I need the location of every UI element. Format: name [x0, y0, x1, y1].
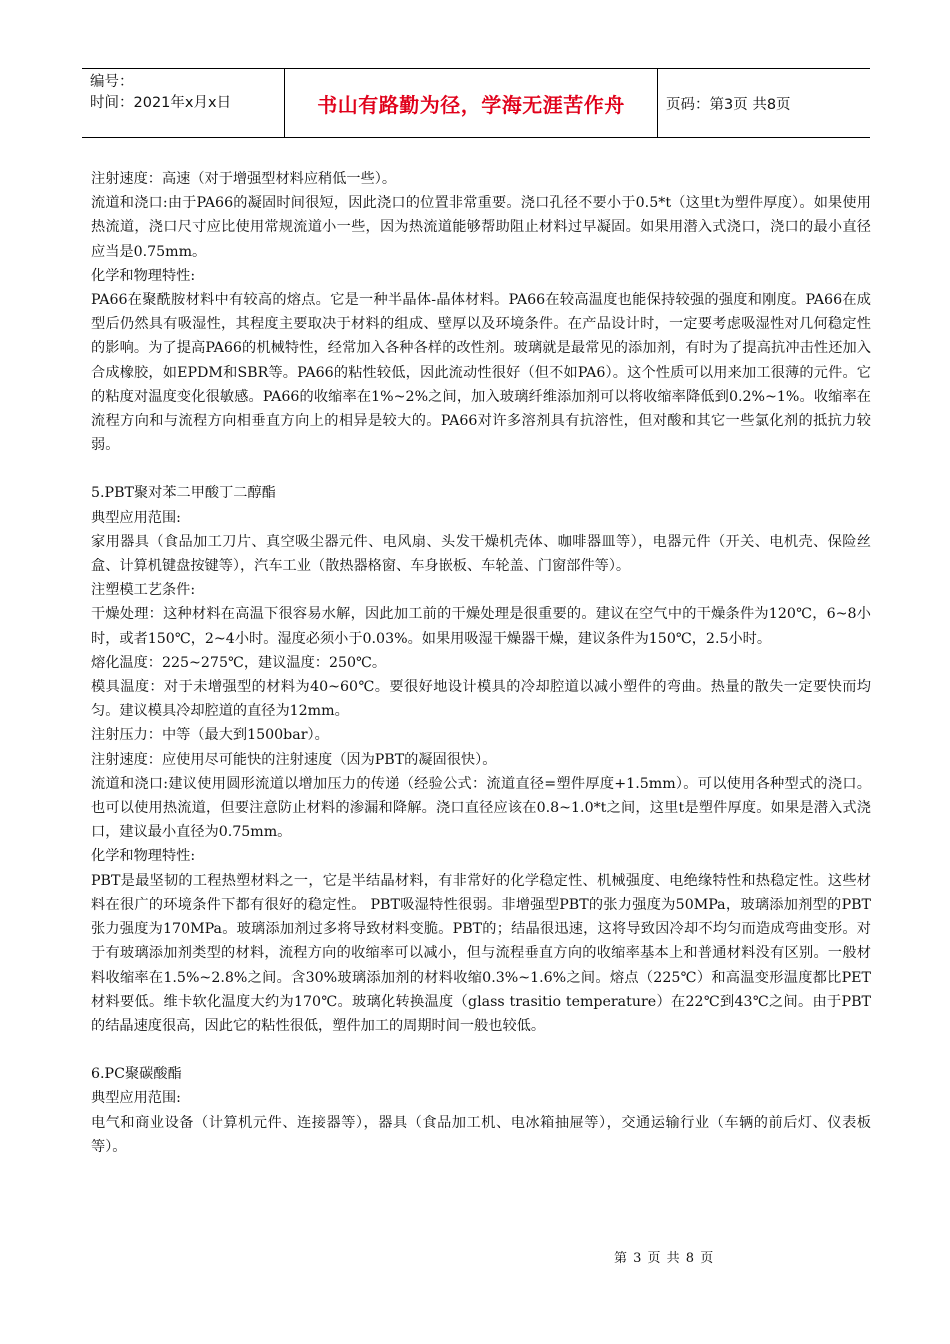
- section-subheading: 化学和物理特性:: [91, 267, 196, 284]
- paragraph: 流道和浇口:建议使用圆形流道以增加压力的传递（经验公式：流道直径=塑件厚度+1.5mm）。可以使用各种型式的浇口。也可以使用热流道，但要注意防止材料的渗漏和降解。浇口直径应该在0.8~1.0*t之间，这里t是塑件厚度。如果是潜入式浇口，建议最小直径为0.75mm。: [91, 775, 871, 841]
- section-heading: 5.PBT聚对苯二甲酸丁二醇酯: [91, 485, 276, 502]
- paragraph: 注射速度：高速（对于增强型材料应稍低一些）。: [91, 171, 397, 187]
- section-heading: 6.PC聚碳酸酯: [91, 1066, 182, 1083]
- paragraph: 注射压力：中等（最大到1500bar）。: [91, 727, 329, 744]
- paragraph-gap: [91, 1038, 871, 1062]
- paragraph: PBT是最坚韧的工程热塑材料之一，它是半结晶材料，有非常好的化学稳定性、机械强度、电绝缘特性和热稳定性。这些材料在很广的环境条件下都有很好的稳定性。 PBT吸湿特性很弱。非增强型PBT的张力强度为50MPa，玻璃添加剂型的PBT张力强度为170MPa。玻璃添加剂过多将导致材料变脆。PBT的；结晶很迅速，这将导致因冷却不均匀而造成弯曲变形。对于有玻璃添加剂类型的材料，流程方向的收缩率可以减小，但与流程垂直方向的收缩率基本上和普通材料没有区别。一般材料收缩率在1.5%~2.8%之间。含30%玻璃添加剂的材料收缩0.3%~1.6%之间。熔点（225℃）和高温变形温度都比PET材料要低。维卡软化温度大约为170℃。玻璃化转换温度（glass trasitio temperature）在22℃到43℃之间。由于PBT的结晶速度很高，因此它的粘性很低，塑件加工的周期时间一般也较低。: [91, 872, 871, 1034]
- paragraph: PA66在聚酰胺材料中有较高的熔点。它是一种半晶体-晶体材料。PA66在较高温度也能保持较强的强度和刚度。PA66在成型后仍然具有吸湿性，其程度主要取决于材料的组成、壁厚以及环境条件。在产品设计时，一定要考虑吸湿性对几何稳定性的影响。为了提高PA66的机械特性，经常加入各种各样的改性剂。玻璃就是最常见的添加剂，有时为了提高抗冲击性还加入合成橡胶，如EPDM和SBR等。PA66的粘性较低，因此流动性很好（但不如PA6）。这个性质可以用来加工很薄的元件。它的粘度对温度变化很敏感。PA66的收缩率在1%~2%之间，加入玻璃纤维添加剂可以将收缩率降低到0.2%~1%。收缩率在流程方向和与流程方向相垂直方向上的相异是较大的。PA66对许多溶剂具有抗溶性，但对酸和其它一些氯化剂的抵抗力较弱。: [91, 292, 871, 454]
- document-body: [91, 167, 871, 1159]
- page-footer: 第 3 页 共 8 页: [614, 1251, 715, 1266]
- paragraph: 电气和商业设备（计算机元件、连接器等），器具（食品加工机、电冰箱抽屉等），交通运输行业（车辆的前后灯、仪表板等）。: [91, 1114, 871, 1155]
- document-time-label: 时间：2021年x月x日: [90, 95, 232, 111]
- paragraph-gap: [91, 457, 871, 481]
- paragraph: 家用器具（食品加工刀片、真空吸尘器元件、电风扇、头发干燥机壳体、咖啡器皿等），电器元件（开关、电机壳、保险丝盒、计算机键盘按键等），汽车工业（散热器格窗、车身嵌板、车轮盖、门窗部件等）。: [91, 533, 871, 575]
- paragraph: 流道和浇口:由于PA66的凝固时间很短，因此浇口的位置非常重要。浇口孔径不要小于0.5*t（这里t为塑件厚度）。如果使用热流道，浇口尺寸应比使用常规流道小一些，因为热流道能够帮助阻止材料过早凝固。如果用潜入式浇口，浇口的最小直径应当是0.75mm。: [91, 195, 871, 260]
- section-subheading: 典型应用范围:: [91, 1090, 181, 1107]
- section-subheading: 化学和物理特性:: [91, 848, 196, 865]
- header-motto: 书山有路勤为径，学海无涯苦作舟: [285, 69, 658, 137]
- paragraph: 干燥处理：这种材料在高温下很容易水解，因此加工前的干燥处理是很重要的。建议在空气中的干燥条件为120℃，6~8小时，或者150℃，2~4小时。湿度必须小于0.03%。如果用吸湿干燥器干燥，建议条件为150℃，2.5小时。: [91, 606, 871, 647]
- paragraph: 模具温度：对于未增强型的材料为40~60℃。要很好地设计模具的冷却腔道以减小塑件的弯曲。热量的散失一定要快而均匀。建议模具冷却腔道的直径为12mm。: [91, 679, 871, 720]
- section-subheading: 注塑模工艺条件:: [91, 582, 196, 599]
- page-header: [82, 68, 870, 138]
- paragraph: 注射速度：应使用尽可能快的注射速度（因为PBT的凝固很快）。: [91, 751, 497, 768]
- document-number-label: 编号：: [90, 74, 134, 90]
- section-subheading: 典型应用范围:: [91, 509, 181, 526]
- header-meta: [82, 69, 285, 137]
- header-page-label: 页码：第3页 共8页: [666, 96, 791, 113]
- paragraph: 熔化温度：225~275℃，建议温度：250℃。: [91, 654, 387, 671]
